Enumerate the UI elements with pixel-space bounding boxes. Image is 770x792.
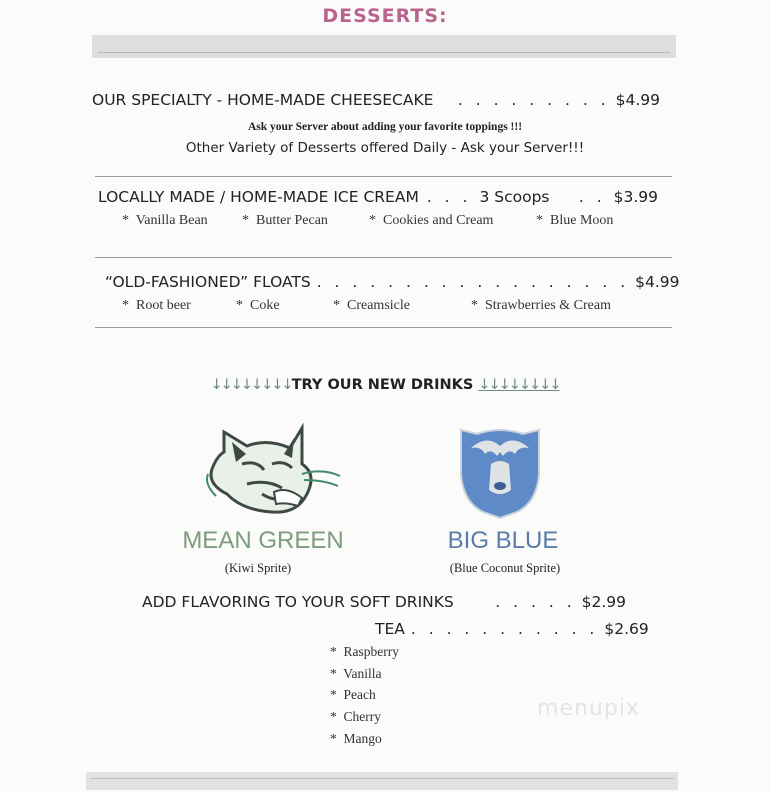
leader-dots: . . . . . . . . . . . . . . . . . . xyxy=(316,273,630,291)
drink-name-big-blue: BIG BLUE xyxy=(447,527,559,554)
item-price: $4.99 xyxy=(635,273,680,291)
menu-item-ice-cream xyxy=(98,188,658,206)
section-title: DESSERTS: xyxy=(322,5,448,27)
toppings-note: Ask your Server about adding your favorite toppings !!! xyxy=(247,121,523,133)
item-name: LOCALLY MADE / HOME-MADE ICE CREAM xyxy=(98,188,419,206)
flavor-option: * Cherry xyxy=(330,709,381,724)
float-flavor: * Root beer xyxy=(122,298,191,313)
menu-item-cheesecake xyxy=(92,91,660,109)
divider xyxy=(95,327,672,328)
drink-description: (Kiwi Sprite) xyxy=(224,561,292,575)
item-price: $3.99 xyxy=(613,188,658,206)
ice-cream-flavor: * Cookies and Cream xyxy=(369,213,494,228)
leader-dots: . . xyxy=(578,188,606,206)
flavor-option: * Raspberry xyxy=(330,644,399,659)
item-price: $2.69 xyxy=(604,620,649,638)
flavor-option: * Peach xyxy=(330,687,376,702)
footer-divider-bar xyxy=(86,772,678,790)
float-flavor: * Coke xyxy=(236,298,280,313)
item-name: “OLD-FASHIONED” FLOATS xyxy=(105,273,311,291)
leader-dots: . . . . . xyxy=(495,593,576,611)
float-flavor: * Strawberries & Cream xyxy=(471,298,611,313)
ice-cream-flavor: * Butter Pecan xyxy=(242,213,328,228)
item-name: OUR SPECIALTY - HOME-MADE CHEESECAKE xyxy=(92,91,434,109)
menu-item-flavoring xyxy=(142,593,626,611)
item-price: $2.99 xyxy=(581,593,626,611)
drink-name-mean-green: MEAN GREEN xyxy=(182,527,344,554)
down-arrows-icon: ↓↓↓↓↓↓↓↓ xyxy=(478,377,560,393)
item-name: TEA xyxy=(375,620,405,638)
new-drinks-heading: ↓↓↓↓↓↓↓↓TRY OUR NEW DRINKS ↓↓↓↓↓↓↓↓ xyxy=(210,377,560,393)
ice-cream-flavor: * Vanilla Bean xyxy=(122,213,208,228)
divider xyxy=(95,176,672,177)
flavor-option: * Vanilla xyxy=(330,666,382,681)
flavor-option: * Mango xyxy=(330,731,382,746)
menu-item-tea xyxy=(375,620,649,638)
down-arrows-icon: ↓↓↓↓↓↓↓↓ xyxy=(210,377,292,393)
leader-dots: . . . . . . . . . . . xyxy=(410,620,599,638)
leader-dots: . . . . . . . . . xyxy=(457,91,610,109)
item-scoops: 3 Scoops xyxy=(479,188,550,206)
drink-description: (Blue Coconut Sprite) xyxy=(449,561,561,575)
float-flavor: * Creamsicle xyxy=(333,298,410,313)
divider xyxy=(95,257,672,258)
bear-logo-icon xyxy=(457,424,543,518)
wildcat-logo-icon xyxy=(202,424,342,516)
leader-dots: . . . xyxy=(426,188,472,206)
item-price: $4.99 xyxy=(615,91,660,109)
watermark: menupix xyxy=(537,696,640,721)
menu-item-floats xyxy=(105,273,680,291)
header-divider-bar xyxy=(92,35,676,58)
ice-cream-flavor: * Blue Moon xyxy=(536,213,614,228)
item-name: ADD FLAVORING TO YOUR SOFT DRINKS xyxy=(142,593,454,611)
daily-desserts-note: Other Variety of Desserts offered Daily - Ask your Server!!! xyxy=(185,140,585,156)
